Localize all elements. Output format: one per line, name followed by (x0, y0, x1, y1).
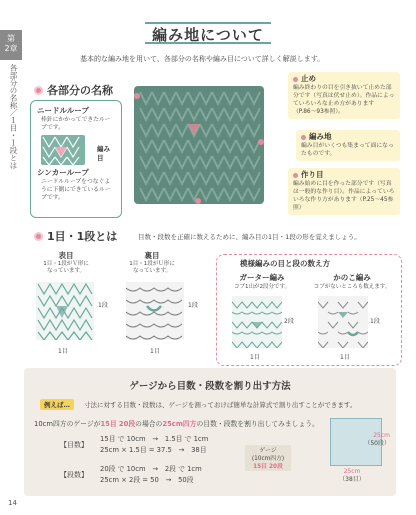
parts-diagram-box (30, 100, 122, 218)
omote-diagram (36, 282, 94, 344)
stitches-calc-line-2: 25cm × 1.5目 = 37.5 → 38目 (100, 446, 207, 454)
pattern-count-title: 模様編みの目と段の数え方 (240, 259, 330, 268)
question-post: の目数・段数を割り出してみましょう。 (196, 420, 319, 428)
callout-stop-title: 止め (293, 75, 395, 83)
omote-row-label: 1段 (98, 302, 108, 309)
chapter-label-1: 第 (7, 34, 15, 43)
stitch-diagram (41, 135, 85, 165)
parts-heading-label: 各部分の名称 (47, 84, 113, 97)
ura-row-label: 1段 (188, 302, 198, 309)
kanoko-desc: コブがないところも数えます。 (313, 284, 391, 290)
question-stitches: 15目 (100, 420, 117, 428)
kanoko-label: かのこ編み (333, 273, 371, 282)
knitted-fabric-photo (134, 86, 264, 204)
kanoko-stitch-label: 1目 (340, 354, 350, 361)
ura-stitch-label: 1目 (150, 348, 160, 355)
side-title: 各部分の名称／１目・１段とは (9, 64, 18, 169)
stitches-calc-label: 【目数】 (60, 441, 88, 449)
kanoko-diagram (318, 296, 368, 352)
omote-label: 表目 (58, 251, 74, 260)
dim-side-value: 25cm (373, 432, 390, 439)
callout-fabric-desc: 編み目がいくつも集まって面になったものです。 (301, 143, 394, 157)
bullet-icon (34, 232, 43, 241)
garter-rows-label: 2段 (284, 318, 294, 325)
garter-stitch-label: 1目 (250, 354, 260, 361)
chapter-label-2: 2章 (4, 44, 18, 53)
callout-cast-on (288, 168, 400, 215)
callout-cast-on-desc: 編み始めに目を作った部分です（写真は一般的な作り目）。作品によっていろいろな作り方があります（P.25〜45参照） (293, 181, 395, 211)
page-number: 14 (8, 499, 17, 507)
ura-diagram (126, 282, 184, 344)
rows-calc-line-2: 25cm × 2段 = 50 → 50段 (100, 476, 194, 484)
sinker-loop-label: シンカーループ (37, 168, 89, 177)
question-mid: の場合の (135, 420, 163, 428)
ura-label: 裏目 (144, 251, 160, 260)
dim-side (350, 432, 390, 448)
gauge-box-value: 15目 20段 (253, 464, 283, 470)
gauge-box-sub: (10cm四方) (251, 456, 285, 462)
dim-bottom-result: （38目） (339, 476, 365, 483)
one-stitch-heading (34, 228, 117, 244)
gauge-info-box (245, 445, 291, 471)
question-rows: 20段 (118, 420, 136, 428)
one-stitch-desc: 目数・段数を正確に数えるために、編み目の1目・1段の形を覚えましょう。 (138, 233, 361, 241)
gauge-box-title: ゲージ (259, 448, 277, 454)
needle-loop-desc: 棒針にかかってできたループです。 (41, 117, 111, 131)
example-badge: 例えば… (40, 399, 74, 410)
question-size: 25cm四方 (162, 420, 197, 428)
dim-side-result: （50段） (364, 440, 390, 447)
sinker-loop-desc: ニードルループをつなぐように下側にできているループです。 (41, 179, 111, 201)
callout-fabric (296, 130, 400, 161)
stitches-calc (100, 434, 208, 456)
gauge-question (34, 418, 319, 428)
omote-stitch-label: 1目 (58, 348, 68, 355)
parts-heading (34, 82, 113, 98)
knit-stitch-label: 編み目 (97, 145, 110, 162)
needle-loop-label: ニードルループ (37, 106, 89, 115)
dim-bottom-value: 25cm (343, 468, 361, 475)
rows-calc-line-1: 20段 で 10cm → 2段 で 1cm (100, 465, 202, 473)
rows-calc (100, 464, 202, 486)
stitches-calc-line-1: 15目 で 10cm → 1.5目 で 1cm (100, 435, 209, 443)
garter-diagram (232, 296, 282, 352)
garter-desc: コブ1山が2段分です。 (233, 284, 291, 290)
callout-stop-desc: 編み終わりの目を引き抜いて止めた部分です（写真は伏せ止め）。作品によっていろいろな止め方があります（P.86〜93参照）。 (293, 85, 395, 115)
example-text: 寸法に対する目数・段数は、ゲージを測っておけば簡単な計算式で割り出すことができます。 (84, 401, 357, 409)
page-title: 編み地について (152, 26, 264, 44)
one-stitch-heading-label: 1目・1段とは (47, 230, 118, 243)
callout-fabric-title: 編み地 (301, 133, 395, 141)
omote-desc: 1目・1段がＶ形に なっています。 (43, 261, 89, 274)
gauge-title: ゲージから目数・段数を割り出す方法 (129, 381, 291, 392)
dim-bottom (322, 468, 382, 484)
rows-calc-label: 【段数】 (60, 471, 88, 479)
callout-stop (288, 72, 400, 119)
callout-cast-on-title: 作り目 (293, 171, 395, 179)
kanoko-row-label: 1段 (370, 318, 380, 325)
question-pre: 10cm四方のゲージが (34, 420, 101, 428)
garter-label: ガーター編み (239, 273, 285, 282)
lead-text: 基本的な編み地を用いて、各部分の名称や編み目について詳しく解説します。 (80, 55, 325, 63)
bullet-icon (34, 86, 43, 95)
ura-desc: 1目・1段がＵ形に なっています。 (129, 261, 175, 274)
